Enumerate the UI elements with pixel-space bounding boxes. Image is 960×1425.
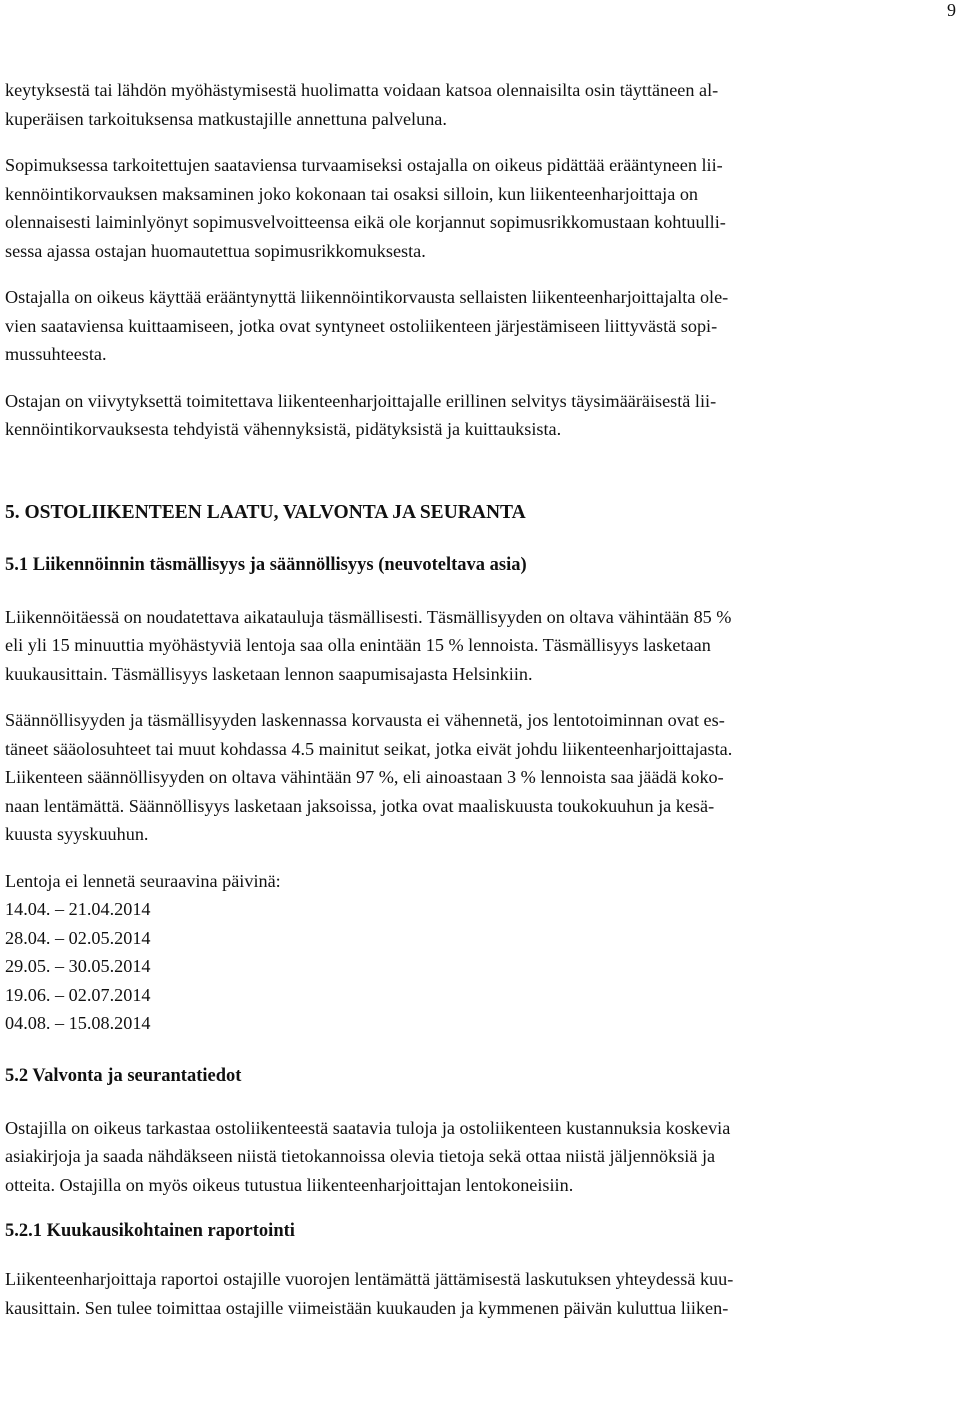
paragraph-withholding-right: Sopimuksessa tarkoitettujen saataviensa turvaamiseksi ostajalla on oikeus pidättää erääntyneen lii- kennöintikorvauksen maksaminen joko kokonaan tai osaksi silloin, kun liikenteenharjoittaja on olennaisesti laiminlyönyt sopimusvelvoitteensa eikä ole korjannut sopimusrikkomustaan kohtuulli- sessa ajassa ostajan huomautettua sopimusrikkomuksesta. <box>5 155 726 261</box>
date-range: 19.06. – 02.07.2014 <box>5 984 151 1005</box>
date-range: 04.08. – 15.08.2014 <box>5 1013 151 1033</box>
no-flight-days-intro: Lentoja ei lennetä seuraavina päivinä: <box>5 870 281 891</box>
paragraph-offset-right: Ostajalla on oikeus käyttää erääntynyttä liikennöintikorvausta sellaisten liikenteenharjoittajalta ole- vien saataviensa kuittaamiseen, jotka ovat syntyneet ostoliikenteen järjestämiseen liittyvästä sopi- mussuhteesta. <box>5 287 729 364</box>
paragraph-inspection-right: Ostajilla on oikeus tarkastaa ostoliikenteestä saatavia tuloja ja ostoliikenteen kustannuksia koskevia asiakirjoja ja saada nähdäkseen niistä tietokannoissa olevia tietoja sekä ottaa niistä jäljennöksiä ja otteita. Ostajilla on myös oikeus tutustua liikenteenharjoittajan lentokoneisiin. <box>5 1117 731 1195</box>
date-range: 14.04. – 21.04.2014 <box>5 899 151 919</box>
date-range: 28.04. – 02.05.2014 <box>5 927 151 948</box>
paragraph-deduction-report: Ostajan on viivytyksettä toimitettava liikenteenharjoittajalle erillinen selvitys täysimääräisestä lii- kennöintikorvauksesta tehdyistä vähennyksistä, pidätyksistä ja kuittauksista. <box>5 390 717 439</box>
subsection-heading-5-1: 5.1 Liikennöinnin täsmällisyys ja säännöllisyys (neuvoteltava asia) <box>5 554 527 575</box>
subsection-heading-5-2: 5.2 Valvonta ja seurantatiedot <box>5 1065 242 1086</box>
document-body <box>5 76 952 1340</box>
section-heading-5: 5. OSTOLIIKENTEEN LAATU, VALVONTA JA SEURANTA <box>5 501 526 523</box>
paragraph-punctuality: Liikennöitäessä on noudatettava aikatauluja täsmällisesti. Täsmällisyyden on oltava vähintään 85 % eli yli 15 minuuttia myöhästyviä lentoja saa olla enintään 15 % lennoista. Täsmällisyys lasketaan kuukausittain. Täsmällisyys lasketaan lennon saapumisajasta Helsinkiin. <box>5 606 732 684</box>
paragraph-late-departure: keytyksestä tai lähdön myöhästymisestä huolimatta voidaan katsoa olennaisilta osin täyttäneen al- kuperäisen tarkoituksensa matkustajille annettuna palveluna. <box>5 80 719 129</box>
page-number: 9 <box>947 0 956 20</box>
date-range: 29.05. – 30.05.2014 <box>5 956 151 976</box>
subsection-heading-5-2-1: 5.2.1 Kuukausikohtainen raportointi <box>5 1221 295 1241</box>
no-flight-days-list <box>5 867 952 1038</box>
paragraph-monthly-reporting: Liikenteenharjoittaja raportoi ostajille vuorojen lentämättä jättämisestä laskutuksen yhteydessä kuu- kausittain. Sen tulee toimittaa ostajille viimeistään kuukauden ja kymmenen päivän kuluttua liiken- <box>5 1269 734 1318</box>
paragraph-regularity: Säännöllisyyden ja täsmällisyyden laskennassa korvausta ei vähennetä, jos lentotoiminnan ovat es- täneet sääolosuhteet tai muut kohdassa 4.5 mainitut seikat, jotka eivät johdu liikenteenharjoittajasta. Liikenteen säännöllisyyden on oltava vähintään 97 %, eli ainoastaan 3 % lennoista saa jäädä koko- naan lentämättä. Säännöllisyys lasketaan jaksoissa, jotka ovat maaliskuusta toukokuuhun ja kesä- kuusta syyskuuhun. <box>5 710 733 844</box>
